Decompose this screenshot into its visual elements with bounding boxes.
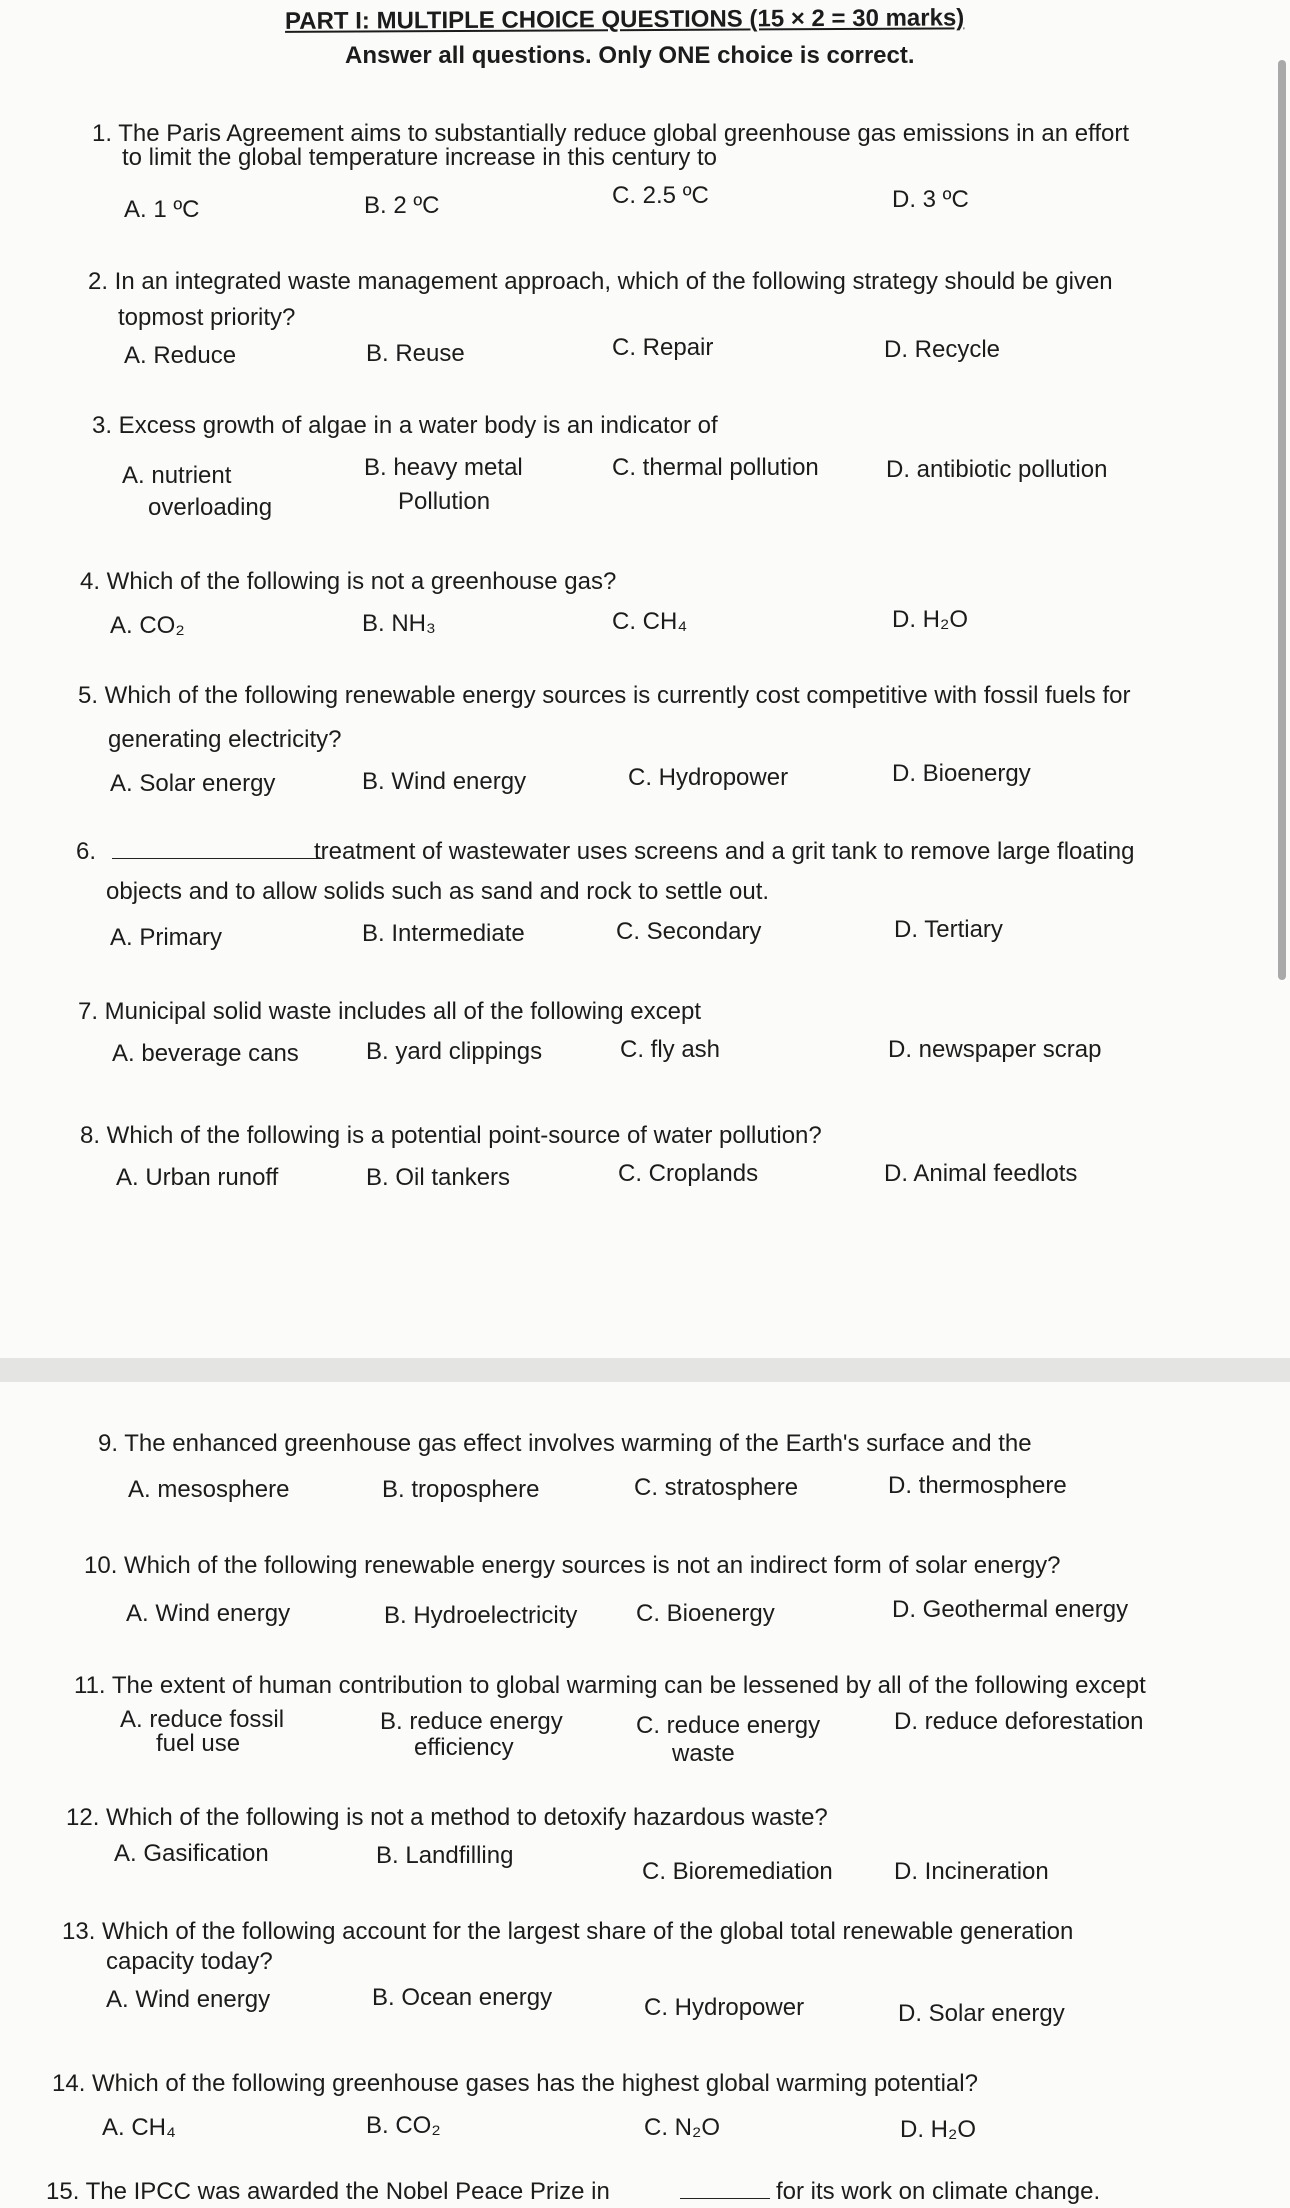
option-d[interactable]: D. Geothermal energy [892, 1596, 1129, 1623]
option-b[interactable]: B. heavy metal [364, 454, 523, 481]
option-b[interactable]: B. Ocean energy [372, 1984, 553, 2011]
option-c[interactable]: C. stratosphere [634, 1474, 799, 1501]
option-b[interactable]: B. 2 ºC [364, 192, 440, 219]
option-a[interactable]: A. Primary [110, 924, 223, 951]
question-stem-continued: objects and to allow solids such as sand and rock to settle out. [106, 878, 770, 905]
option-c[interactable]: C. reduce energy [636, 1712, 821, 1739]
option-b-continued: Pollution [398, 488, 491, 515]
option-a[interactable]: A. Gasification [114, 1840, 269, 1867]
question-stem: 12. Which of the following is not a method to detoxify hazardous waste? [66, 1804, 828, 1831]
option-a[interactable]: A. Wind energy [106, 1986, 271, 2013]
answer-blank[interactable] [112, 836, 322, 868]
option-a-continued: overloading [148, 494, 273, 521]
option-b[interactable]: B. Landfilling [376, 1842, 514, 1869]
option-c[interactable]: C. Hydropower [644, 1994, 805, 2021]
question-stem: 14. Which of the following greenhouse gases has the highest global warming potential? [52, 2070, 978, 2097]
question-stem-continued: topmost priority? [118, 304, 296, 331]
option-d[interactable]: D. Incineration [894, 1858, 1049, 1885]
section-title: PART I: MULTIPLE CHOICE QUESTIONS (15 × 2 = 30 marks) [284, 4, 965, 35]
question-stem: 1. The Paris Agreement aims to substantially reduce global greenhouse gas emissions in an effort [92, 120, 1130, 147]
question-stem: 7. Municipal solid waste includes all of the following except [78, 998, 702, 1025]
option-d[interactable]: D. Bioenergy [892, 760, 1031, 787]
option-a[interactable]: A. Reduce [124, 342, 237, 369]
option-a[interactable]: A. Wind energy [126, 1600, 291, 1627]
option-c[interactable]: C. N₂O [644, 2114, 720, 2141]
question-stem: 8. Which of the following is a potential point-source of water pollution? [80, 1122, 822, 1149]
option-a[interactable]: A. CH₄ [102, 2114, 176, 2141]
option-c[interactable]: C. Secondary [616, 918, 762, 945]
option-d[interactable]: D. newspaper scrap [888, 1036, 1102, 1063]
question-stem: 3. Excess growth of algae in a water body is an indicator of [92, 412, 718, 439]
option-b[interactable]: B. CO₂ [366, 2112, 441, 2139]
option-b[interactable]: B. Reuse [366, 340, 465, 367]
option-a[interactable]: A. mesosphere [128, 1476, 290, 1503]
option-c[interactable]: C. fly ash [620, 1036, 721, 1063]
option-d[interactable]: D. Recycle [884, 336, 1001, 363]
question-stem-continued: capacity today? [106, 1948, 273, 1975]
option-d[interactable]: D. Tertiary [894, 916, 1003, 943]
option-b[interactable]: B. Oil tankers [366, 1164, 511, 1191]
answer-blank[interactable] [680, 2176, 770, 2208]
option-d[interactable]: D. H₂O [892, 606, 968, 633]
question-stem: 9. The enhanced greenhouse gas effect involves warming of the Earth's surface and the [98, 1430, 1032, 1457]
question-stem-end: for its work on climate change. [776, 2178, 1101, 2205]
option-c[interactable]: C. Repair [612, 334, 714, 361]
option-b[interactable]: B. troposphere [382, 1476, 540, 1503]
question-stem: 2. In an integrated waste management approach, which of the following strategy should be given [88, 268, 1113, 295]
option-d[interactable]: D. Solar energy [898, 2000, 1065, 2027]
scrollbar-thumb[interactable] [1278, 60, 1286, 980]
option-c[interactable]: C. CH₄ [612, 608, 688, 635]
option-c[interactable]: C. Bioremediation [642, 1858, 833, 1885]
option-b[interactable]: B. Hydroelectricity [384, 1602, 578, 1629]
question-stem: 10. Which of the following renewable energy sources is not an indirect form of solar energy? [84, 1552, 1061, 1579]
question-stem-continued: generating electricity? [108, 726, 342, 753]
question-stem: 13. Which of the following account for the largest share of the global total renewable generation [62, 1918, 1074, 1945]
option-a[interactable]: A. beverage cans [112, 1040, 299, 1067]
option-c[interactable]: C. Bioenergy [636, 1600, 775, 1627]
option-a[interactable]: A. reduce fossil [120, 1706, 285, 1733]
option-c[interactable]: C. thermal pollution [612, 454, 819, 481]
option-d[interactable]: D. 3 ºC [892, 186, 969, 213]
option-b[interactable]: B. NH₃ [362, 610, 436, 637]
option-b[interactable]: B. yard clippings [366, 1038, 543, 1065]
option-b[interactable]: B. Intermediate [362, 920, 525, 947]
option-a[interactable]: A. nutrient [122, 462, 232, 489]
question-stem: treatment of wastewater uses screens and a grit tank to remove large floating [314, 838, 1135, 865]
option-c[interactable]: C. 2.5 ºC [612, 182, 709, 209]
option-b-continued: efficiency [414, 1734, 514, 1761]
option-c[interactable]: C. Hydropower [628, 764, 789, 791]
question-stem: 11. The extent of human contribution to global warming can be lessened by all of the following except [74, 1672, 1146, 1699]
instructions: Answer all questions. Only ONE choice is correct. [345, 42, 915, 69]
option-d[interactable]: D. H₂O [900, 2116, 976, 2143]
question-stem-continued: to limit the global temperature increase in this century to [122, 144, 717, 171]
question-stem: 4. Which of the following is not a greenhouse gas? [80, 568, 617, 595]
option-b[interactable]: B. Wind energy [362, 768, 527, 795]
question-number: 6. [76, 838, 97, 865]
option-d[interactable]: D. Animal feedlots [884, 1160, 1078, 1187]
page-separator [0, 1358, 1290, 1382]
option-a-continued: fuel use [156, 1730, 241, 1757]
question-stem: 15. The IPCC was awarded the Nobel Peace Prize in [46, 2178, 610, 2205]
option-a[interactable]: A. Solar energy [110, 770, 276, 797]
option-b[interactable]: B. reduce energy [380, 1708, 563, 1735]
option-d[interactable]: D. antibiotic pollution [886, 456, 1108, 483]
option-d[interactable]: D. thermosphere [888, 1472, 1067, 1499]
option-c[interactable]: C. Croplands [618, 1160, 759, 1187]
option-a[interactable]: A. CO₂ [110, 612, 185, 639]
question-stem: 5. Which of the following renewable energy sources is currently cost competitive with fossil fuels for [78, 682, 1131, 709]
option-d[interactable]: D. reduce deforestation [894, 1708, 1144, 1735]
option-a[interactable]: A. Urban runoff [116, 1164, 279, 1191]
option-a[interactable]: A. 1 ºC [124, 196, 200, 223]
option-c-continued: waste [672, 1740, 735, 1767]
